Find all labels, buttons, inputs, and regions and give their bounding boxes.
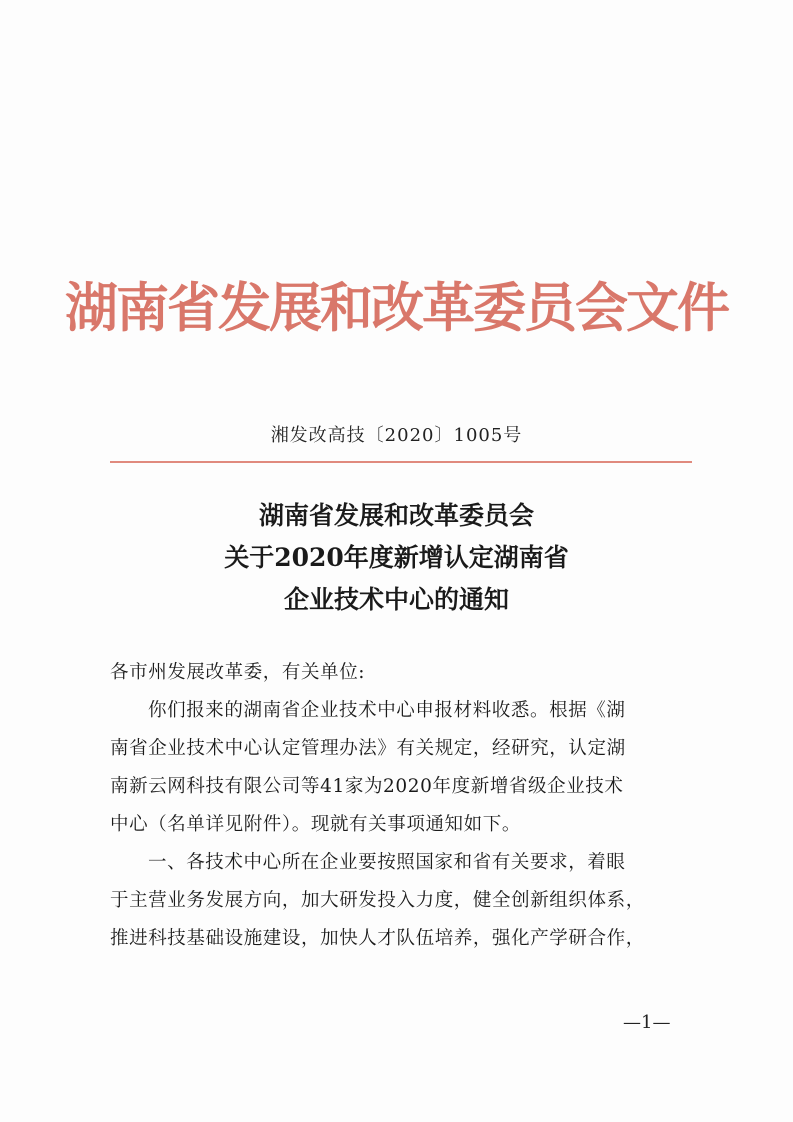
issuer-header-title: 湖南省发展和改革委员会文件 [65, 277, 728, 339]
notice-title-line-1: 湖南省发展和改革委员会 [258, 501, 534, 530]
document-number: 湘发改高技〔2020〕1005号 [270, 425, 523, 446]
body-line: 南省企业技术中心认定管理办法》有关规定，经研究，认定湖 [110, 738, 626, 759]
notice-title-line-3: 企业技术中心的通知 [283, 585, 509, 614]
notice-title-line-2: 关于2020年度新增认定湖南省 [224, 543, 569, 572]
red-divider-line [110, 461, 692, 463]
body-line: 南新云网科技有限公司等41家为2020年度新增省级企业技术 [110, 776, 624, 797]
page-number: —1— [623, 1012, 671, 1033]
body-line: 一、各技术中心所在企业要按照国家和省有关要求，着眼 [148, 852, 626, 873]
salutation: 各市州发展改革委，有关单位: [110, 662, 366, 683]
body-text [110, 654, 690, 958]
body-line: 中心（名单详见附件）。现就有关事项通知如下。 [110, 814, 521, 835]
notice-title [0, 495, 793, 621]
body-line: 你们报来的湖南省企业技术中心申报材料收悉。根据《湖 [148, 700, 626, 721]
body-line: 于主营业务发展方向，加大研发投入力度，健全创新组织体系， [110, 890, 645, 911]
body-line: 推进科技基础设施建设，加快人才队伍培养，强化产学研合作， [110, 928, 645, 949]
